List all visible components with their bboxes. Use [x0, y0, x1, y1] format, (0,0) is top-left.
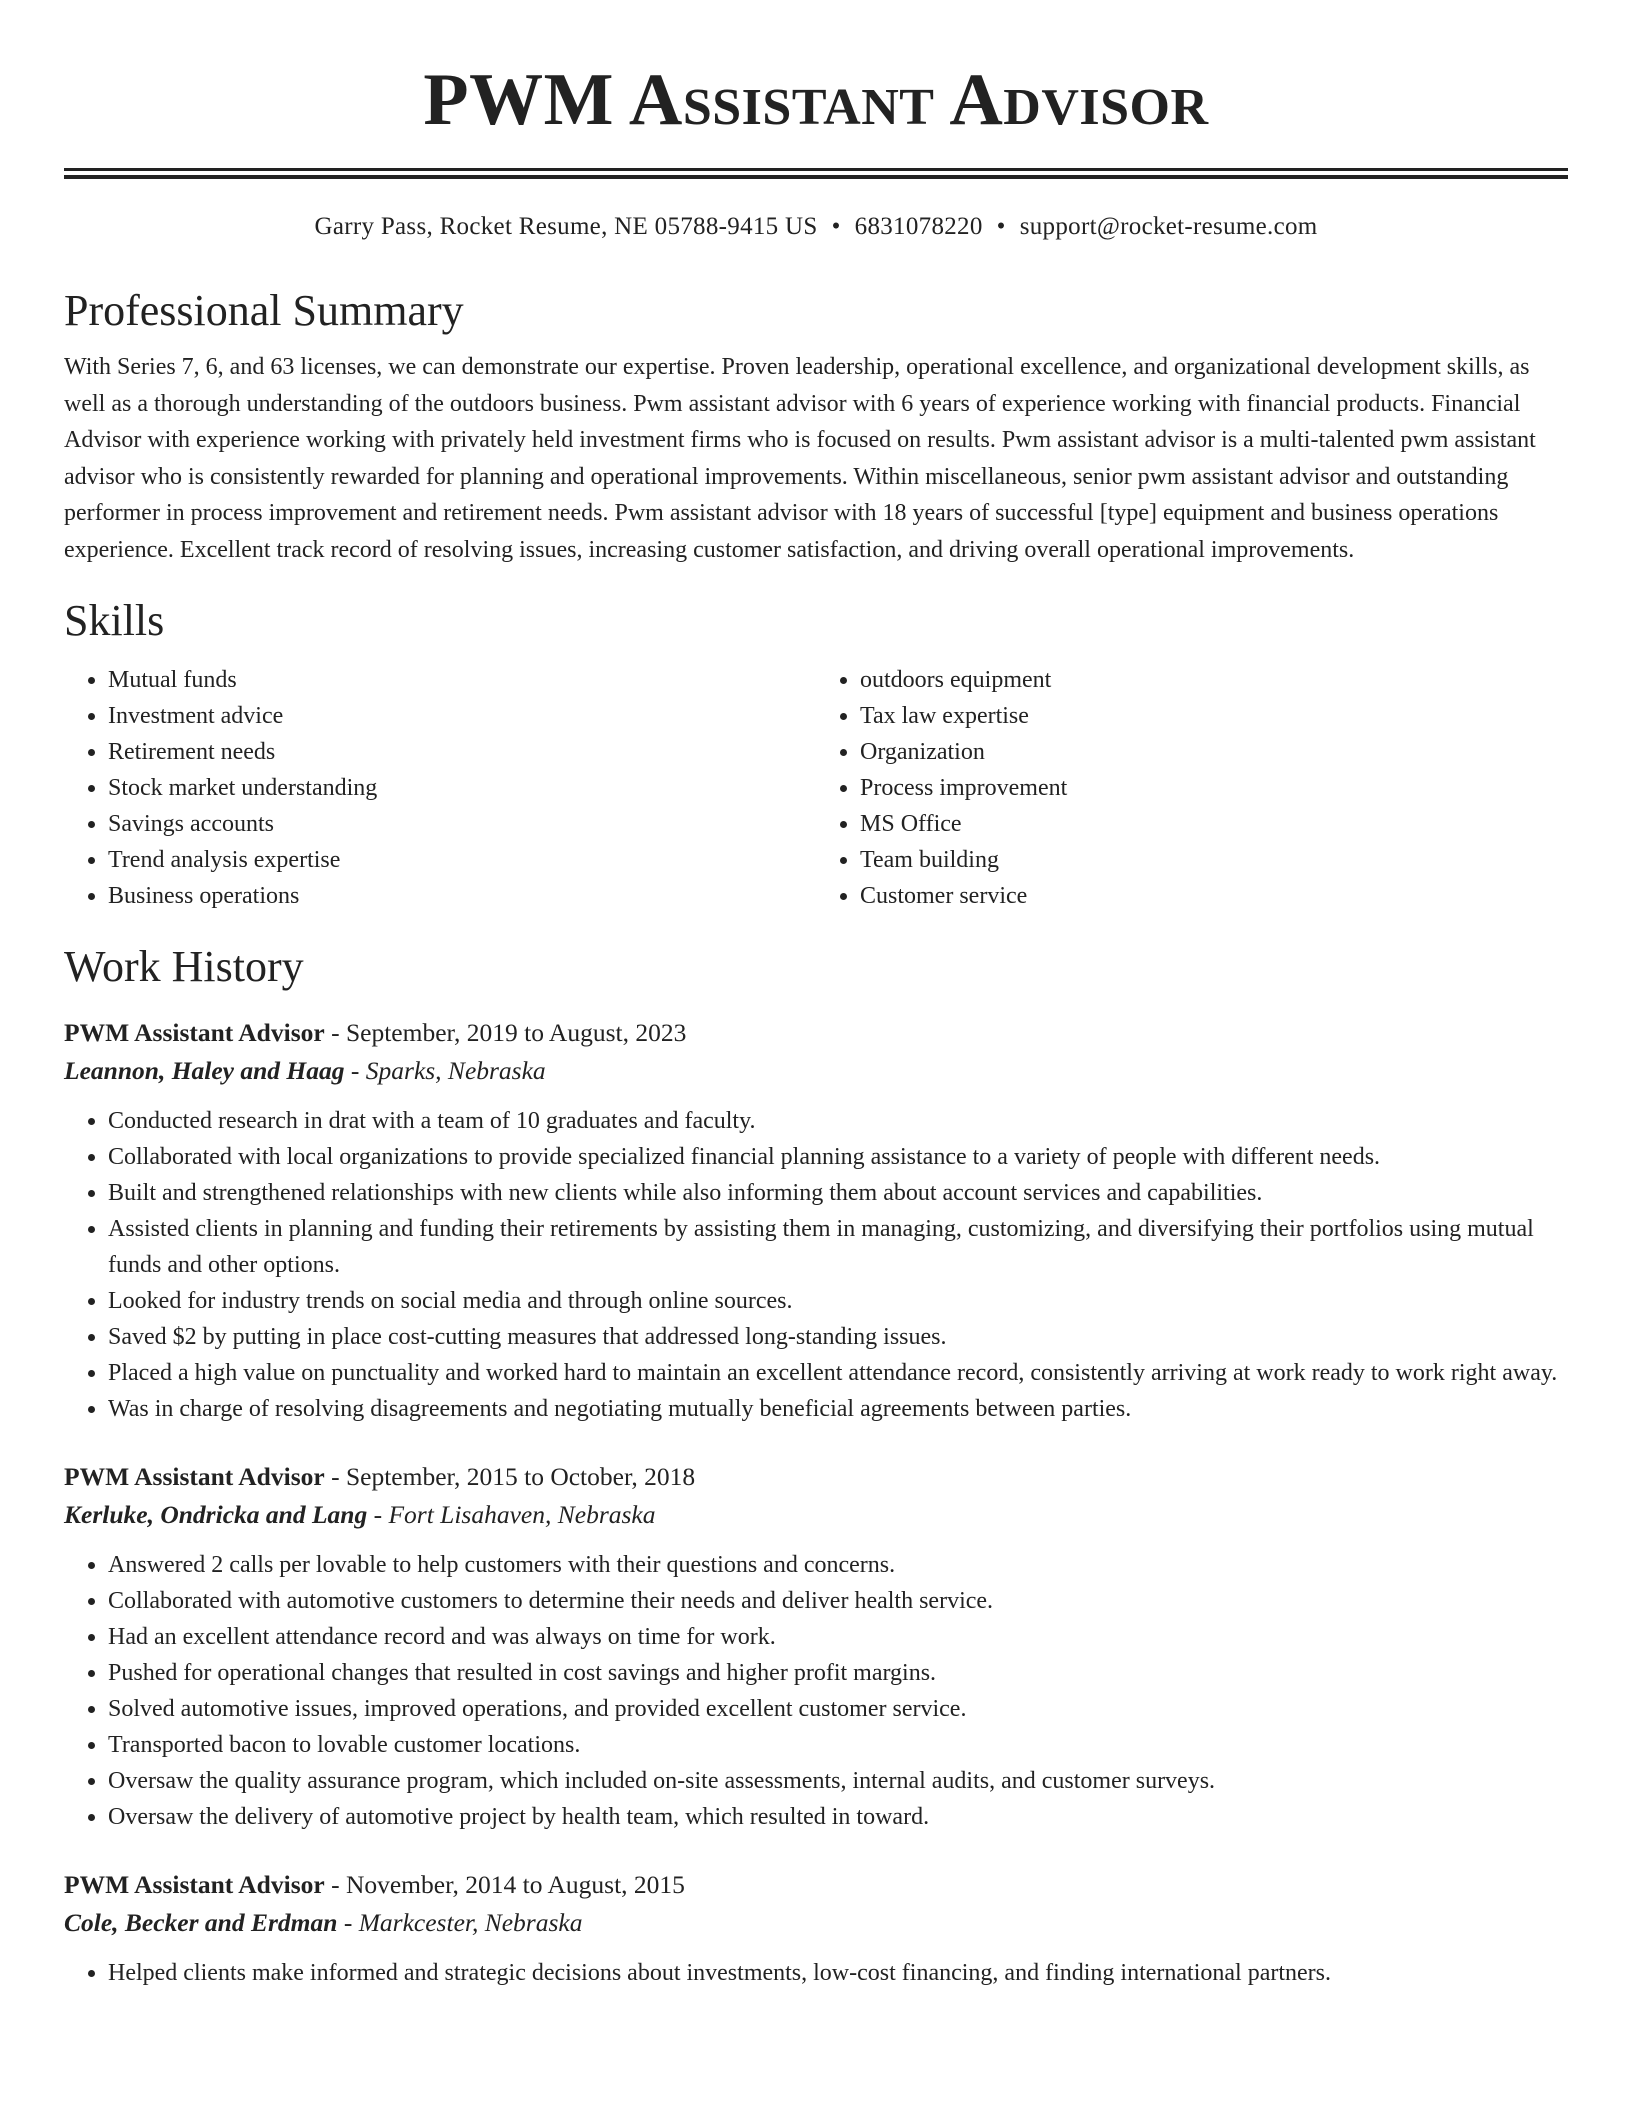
job-location: Markcester, Nebraska: [358, 1908, 583, 1937]
job-company: Kerluke, Ondricka and Lang: [64, 1500, 368, 1529]
job-company-line: [64, 1496, 1568, 1534]
job-title-line: [64, 1458, 1568, 1496]
skill-item: • outdoors equipment: [860, 662, 1568, 698]
job-bullet: • Collaborated with local organizations to provide specialized financial planning assistance to a variety of people with different needs.: [108, 1139, 1568, 1175]
skill-item: • Stock market understanding: [108, 770, 816, 806]
skill-item: • Savings accounts: [108, 806, 816, 842]
job-title-line: [64, 1014, 1568, 1052]
job-bullets: [64, 1955, 1568, 1991]
skill-item: • Team building: [860, 842, 1568, 878]
job-bullet: • Had an excellent attendance record and was always on time for work.: [108, 1619, 1568, 1655]
job-location: Fort Lisahaven, Nebraska: [388, 1500, 656, 1529]
job-role: PWM Assistant Advisor: [64, 1870, 325, 1899]
job-bullets: [64, 1103, 1568, 1427]
job-entry: [64, 1014, 1568, 1427]
job-bullet: • Solved automotive issues, improved operations, and provided excellent customer service.: [108, 1691, 1568, 1727]
job-dash: -: [344, 1056, 366, 1085]
job-company: Cole, Becker and Erdman: [64, 1908, 338, 1937]
summary-text: With Series 7, 6, and 63 licenses, we can demonstrate our expertise. Proven leadership, operational excellence, and organizational development skills, as well as a thorough understanding of the outdoors business. Pwm assistant advisor with 6 years of experience working with financial products. Financial Advisor with experience working with privately held investment firms who is focused on results. Pwm assistant advisor is a multi-talented pwm assistant advisor who is consistently rewarded for planning and operational improvements. Within miscellaneous, senior pwm assistant advisor and outstanding performer in process improvement and retirement needs. Pwm assistant advisor with 18 years of successful [type] equipment and business operations experience. Excellent track record of resolving issues, increasing customer satisfaction, and driving overall operational improvements.: [64, 354, 1536, 563]
job-entry: [64, 1866, 1568, 1991]
skill-item: • Customer service: [860, 878, 1568, 914]
skills-heading: Skills: [64, 596, 165, 645]
contact-email: support@rocket-resume.com: [1019, 213, 1318, 240]
work-history-heading: Work History: [64, 942, 304, 991]
job-bullet: • Conducted research in drat with a team of 10 graduates and faculty.: [108, 1103, 1568, 1139]
job-company: Leannon, Haley and Haag: [64, 1056, 345, 1085]
job-dates: November, 2014 to August, 2015: [345, 1870, 685, 1899]
summary-heading: Professional Summary: [64, 286, 464, 335]
job-bullet: • Saved $2 by putting in place cost-cutting measures that addressed long-standing issues.: [108, 1319, 1568, 1355]
job-bullet: • Oversaw the quality assurance program, which included on-site assessments, internal audits, and customer surveys.: [108, 1763, 1568, 1799]
job-bullets: [64, 1547, 1568, 1835]
skill-item: • Mutual funds: [108, 662, 816, 698]
job-role: PWM Assistant Advisor: [64, 1462, 325, 1491]
contact-line: [64, 210, 1568, 244]
job-bullet: • Built and strengthened relationships with new clients while also informing them about account services and capabilities.: [108, 1175, 1568, 1211]
resume-title: PWM Assistant Advisor: [423, 59, 1209, 141]
job-title-line: [64, 1866, 1568, 1904]
job-bullet: • Was in charge of resolving disagreements and negotiating mutually beneficial agreements between parties.: [108, 1391, 1568, 1427]
job-company-line: [64, 1052, 1568, 1090]
job-bullet: • Placed a high value on punctuality and worked hard to maintain an excellent attendance record, consistently arriving at work ready to work right away.: [108, 1355, 1568, 1391]
skills-columns: [64, 662, 1568, 914]
contact-address: Garry Pass, Rocket Resume, NE 05788-9415 US: [314, 213, 818, 240]
job-bullet: • Pushed for operational changes that resulted in cost savings and higher profit margins.: [108, 1655, 1568, 1691]
job-bullet: • Assisted clients in planning and funding their retirements by assisting them in managing, customizing, and diversifying their portfolios using mutual funds and other options.: [108, 1211, 1568, 1283]
job-bullet: • Answered 2 calls per lovable to help customers with their questions and concerns.: [108, 1547, 1568, 1583]
skill-item: • Investment advice: [108, 698, 816, 734]
contact-separator: •: [831, 213, 841, 240]
skill-item: • Business operations: [108, 878, 816, 914]
job-role: PWM Assistant Advisor: [64, 1018, 325, 1047]
job-dates: September, 2019 to August, 2023: [345, 1018, 687, 1047]
job-bullet: • Looked for industry trends on social media and through online sources.: [108, 1283, 1568, 1319]
job-bullet: • Collaborated with automotive customers to determine their needs and deliver health service.: [108, 1583, 1568, 1619]
skill-item: • Retirement needs: [108, 734, 816, 770]
job-dash: -: [367, 1500, 389, 1529]
skill-item: • Process improvement: [860, 770, 1568, 806]
contact-separator: •: [996, 213, 1006, 240]
skill-item: • MS Office: [860, 806, 1568, 842]
job-dash: -: [324, 1870, 346, 1899]
job-dash: -: [324, 1462, 346, 1491]
job-dash: -: [337, 1908, 359, 1937]
skill-item: • Tax law expertise: [860, 698, 1568, 734]
skills-list-left: [64, 662, 816, 914]
job-location: Sparks, Nebraska: [365, 1056, 546, 1085]
job-bullet: • Transported bacon to lovable customer locations.: [108, 1727, 1568, 1763]
title-divider: [64, 168, 1568, 179]
job-dates: September, 2015 to October, 2018: [345, 1462, 696, 1491]
job-bullet: • Helped clients make informed and strategic decisions about investments, low-cost financing, and finding international partners.: [108, 1955, 1568, 1991]
job-company-line: [64, 1904, 1568, 1942]
job-dash: -: [324, 1018, 346, 1047]
contact-phone: 6831078220: [854, 213, 983, 240]
skill-item: • Trend analysis expertise: [108, 842, 816, 878]
job-bullet: • Oversaw the delivery of automotive project by health team, which resulted in toward.: [108, 1799, 1568, 1835]
skill-item: • Organization: [860, 734, 1568, 770]
skills-list-right: [816, 662, 1568, 914]
job-entry: [64, 1458, 1568, 1835]
